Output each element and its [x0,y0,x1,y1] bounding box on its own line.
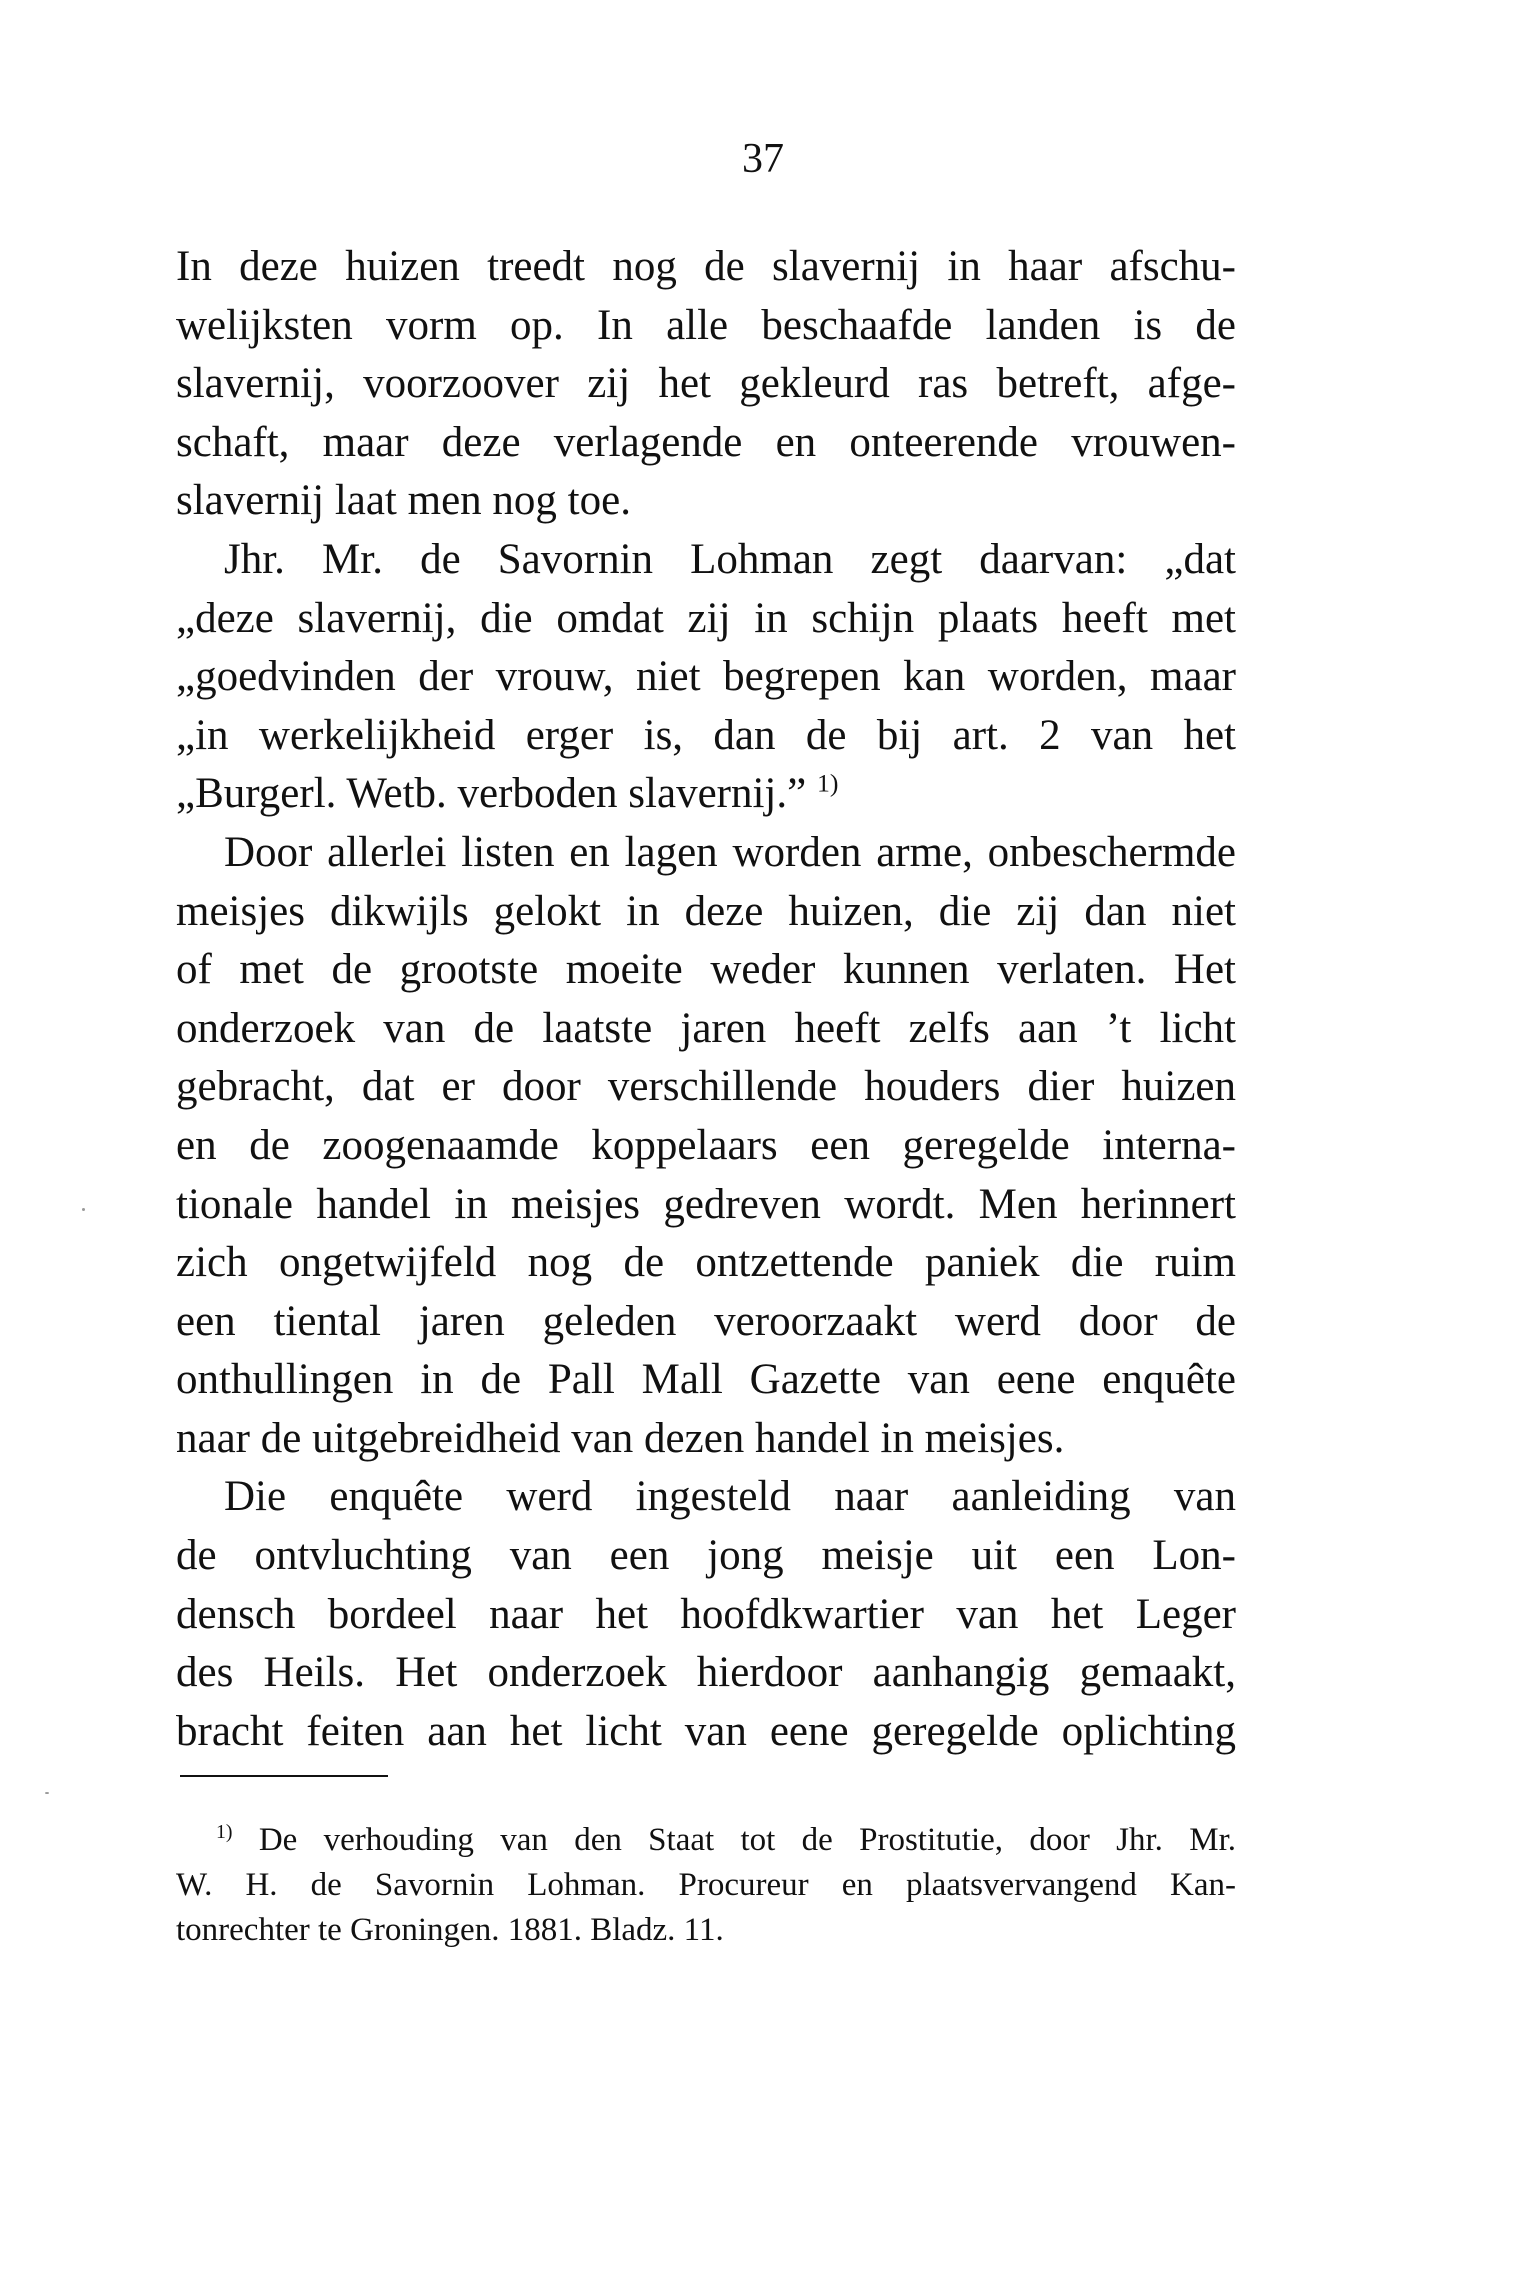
body-line: „goedvinden der vrouw, niet begrepen kan worden, maar [176,653,1236,701]
footnote-divider [180,1775,388,1777]
body-line: In deze huizen treedt nog de slavernij in haar afschu- [176,243,1236,290]
body-line: of met de grootste moeite weder kunnen verlaten. Het [176,946,1236,994]
body-line: naar de uitgebreidheid van dezen handel in meisjes. [176,1414,1065,1462]
body-line: slavernij, voorzoover zij het gekleurd ras betreft, afge- [176,360,1236,408]
body-line: schaft, maar deze verlagende en onteerende vrouwen- [176,418,1236,466]
page-number: 37 [742,136,784,182]
footnote-line: W. H. de Savornin Lohman. Procureur en plaatsvervangend Kan- [176,1867,1236,1903]
body-line: gebracht, dat er door verschillende houders dier huizen [176,1063,1236,1111]
footnote-reference: 1) [816,768,839,798]
footnote [176,1818,1236,1953]
body-line-with-footnote-ref [176,765,1236,824]
body-line: des Heils. Het onderzoek hierdoor aanhangig gemaakt, [176,1649,1236,1697]
body-line: slavernij laat men nog toe. [176,477,631,525]
footnote-line: tonrechter te Groningen. 1881. Bladz. 11. [176,1912,724,1948]
print-speck [45,1792,49,1794]
body-line: een tiental jaren geleden veroorzaakt werd door de [176,1297,1236,1345]
footnote-line [176,1818,1236,1863]
body-line: welijksten vorm op. In alle beschaafde landen is de [176,301,1236,349]
body-line: densch bordeel naar het hoofdkwartier van het Leger [176,1590,1236,1638]
body-text [176,238,1236,1761]
body-line: meisjes dikwijls gelokt in deze huizen, die zij dan niet [176,887,1236,935]
body-line: „in werkelijkheid erger is, dan de bij art. 2 van het [176,711,1236,759]
body-line: onderzoek van de laatste jaren heeft zelfs aan ’t licht [176,1004,1236,1052]
body-line-text: „Burgerl. Wetb. verboden slavernij.” [176,770,807,818]
body-line: onthullingen in de Pall Mall Gazette van eene enquête [176,1356,1236,1404]
footnote-line-text: De verhouding van den Staat tot de Prostitutie, door Jhr. Mr. [258,1822,1237,1858]
body-line: bracht feiten aan het licht van eene geregelde oplichting [176,1707,1236,1755]
body-line: Die enquête werd ingesteld naar aanleiding van [224,1473,1236,1521]
body-line: en de zoogenaamde koppelaars een geregelde interna- [176,1121,1236,1169]
body-line: „deze slavernij, die omdat zij in schijn plaats heeft met [176,594,1236,642]
footnote-marker: 1) [216,1821,233,1844]
body-line: zich ongetwijfeld nog de ontzettende paniek die ruim [176,1239,1236,1287]
body-line: de ontvluchting van een jong meisje uit een Lon- [176,1532,1236,1580]
body-line: Door allerlei listen en lagen worden arme, onbeschermde [224,828,1236,876]
body-line: tionale handel in meisjes gedreven wordt. Men herinnert [176,1180,1236,1228]
body-line: Jhr. Mr. de Savornin Lohman zegt daarvan: „dat [224,535,1236,583]
print-speck [82,1208,85,1211]
